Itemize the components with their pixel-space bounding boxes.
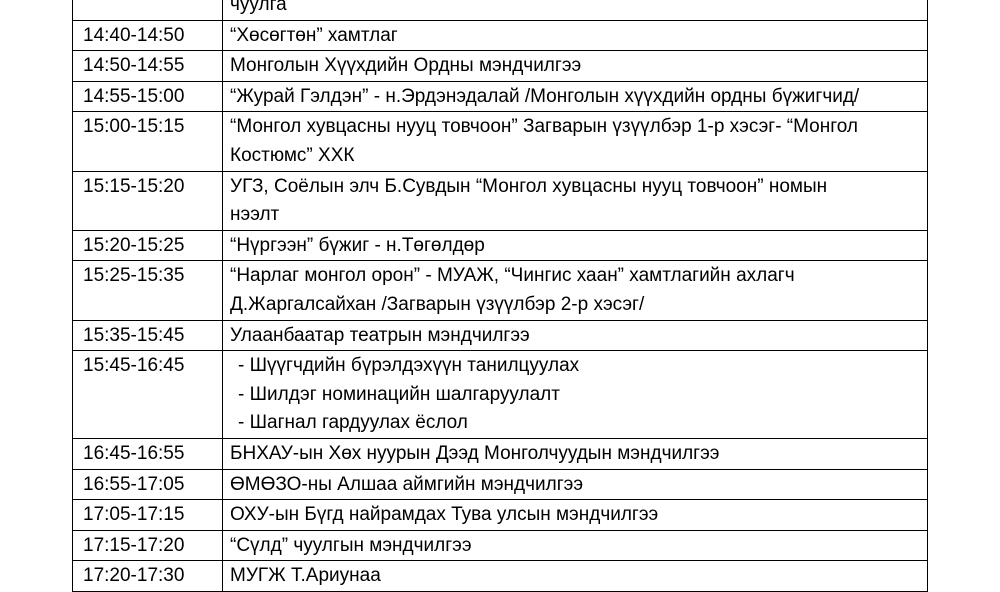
schedule-row [73, 81, 928, 112]
time-cell: 16:45-16:55 [73, 438, 223, 469]
event-cell [223, 469, 928, 500]
time-cell: 14:50-14:55 [73, 51, 223, 82]
schedule-row [73, 230, 928, 261]
schedule-row [73, 112, 928, 171]
schedule-row [73, 0, 928, 20]
event-cell [223, 351, 928, 439]
time-cell: 14:40-14:50 [73, 20, 223, 51]
event-bullet-item: - Шүүгчдийн бүрэлдэхүүн танилцуулах [238, 355, 580, 377]
event-cell [223, 561, 928, 592]
time-cell: 16:55-17:05 [73, 469, 223, 500]
event-cell [223, 112, 928, 171]
time-cell: 15:20-15:25 [73, 230, 223, 261]
time-cell: 17:20-17:30 [73, 561, 223, 592]
event-text: чуулга [230, 0, 287, 15]
schedule-row [73, 469, 928, 500]
schedule-table [72, 0, 928, 592]
schedule-body [73, 0, 928, 591]
event-cell [223, 500, 928, 531]
schedule-row [73, 500, 928, 531]
schedule-row [73, 561, 928, 592]
event-text: “Журай Гэлдэн” - н.Эрдэнэдалай /Монголын хүүхдийн ордны бүжигчид/ [230, 85, 860, 107]
time-cell: 15:00-15:15 [73, 112, 223, 171]
event-text: Костюмс” ХХК [230, 144, 355, 166]
event-text: УГЗ, Соёлын элч Б.Сувдын “Монгол хувцасны нууц товчоон” номын [230, 175, 828, 197]
event-cell [223, 81, 928, 112]
event-cell [223, 0, 928, 20]
time-cell: 14:55-15:00 [73, 81, 223, 112]
event-bullet-item: - Шилдэг номинацийн шалгаруулалт [238, 383, 560, 405]
event-cell [223, 320, 928, 351]
event-bullet-item: - Шагнал гардуулах ёслол [238, 412, 468, 434]
event-cell [223, 530, 928, 561]
event-text: “Хөсөгтөн” хамтлаг [230, 24, 398, 46]
schedule-row [73, 261, 928, 320]
time-cell: 15:25-15:35 [73, 261, 223, 320]
event-text: Д.Жаргалсайхан /Загварын үзүүлбэр 2-р хэсэг/ [230, 293, 645, 315]
event-cell [223, 438, 928, 469]
event-text: Улаанбаатар театрын мэндчилгээ [230, 324, 530, 346]
schedule-row [73, 20, 928, 51]
schedule-row [73, 438, 928, 469]
event-cell [223, 20, 928, 51]
event-cell [223, 261, 928, 320]
event-cell [223, 51, 928, 82]
schedule-row [73, 51, 928, 82]
schedule-row [73, 320, 928, 351]
event-cell [223, 171, 928, 230]
event-text: ӨМӨЗО-ны Алшаа аймгийн мэндчилгээ [230, 473, 584, 495]
event-text: “Нарлаг монгол орон” - МУАЖ, “Чингис хаан” хамтлагийн ахлагч [230, 265, 795, 287]
time-cell: 17:15-17:20 [73, 530, 223, 561]
schedule-row [73, 530, 928, 561]
time-cell: 17:05-17:15 [73, 500, 223, 531]
event-text: “Нүргээн” бүжиг - н.Төгөлдөр [230, 234, 485, 256]
event-cell [223, 230, 928, 261]
event-text: “Сүлд” чуулгын мэндчилгээ [230, 534, 472, 556]
event-text: Монголын Хүүхдийн Ордны мэндчилгээ [230, 55, 582, 77]
event-text: БНХАУ-ын Хөх нуурын Дээд Монголчуудын мэндчилгээ [230, 442, 720, 464]
event-text: “Монгол хувцасны нууц товчоон” Загварын үзүүлбэр 1-р хэсэг- “Монгол [230, 116, 858, 138]
time-cell: 15:15-15:20 [73, 171, 223, 230]
event-text: МУГЖ Т.Ариунаа [230, 565, 381, 587]
time-cell: 15:45-16:45 [73, 351, 223, 439]
time-cell [73, 0, 223, 20]
event-text: нээлт [230, 204, 280, 226]
event-text: ОХУ-ын Бүгд найрамдах Тува улсын мэндчилгээ [230, 504, 659, 526]
time-cell: 15:35-15:45 [73, 320, 223, 351]
schedule-row [73, 351, 928, 439]
schedule-row [73, 171, 928, 230]
